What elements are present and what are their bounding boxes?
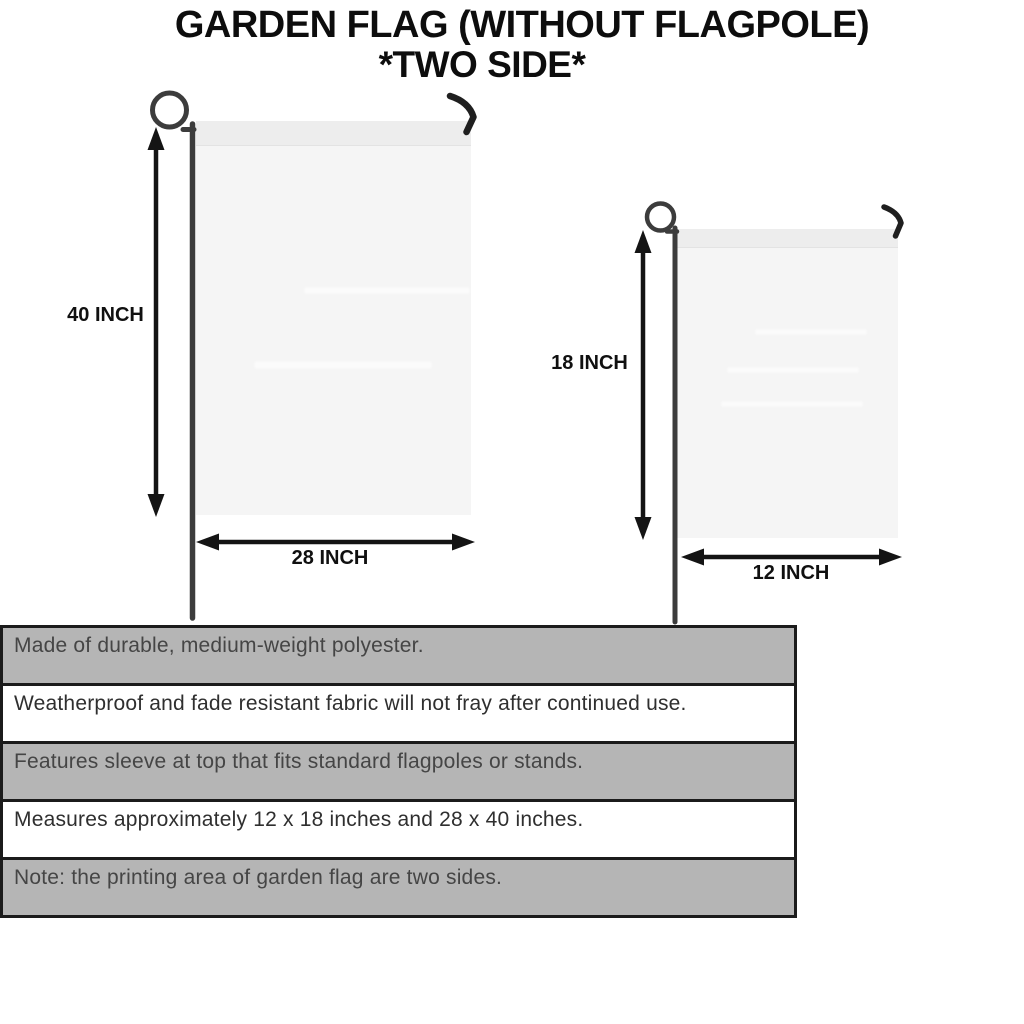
large-flag-height-label: 40 INCH (67, 304, 144, 326)
spec-row-weatherproof: Weatherproof and fade resistant fabric will not fray after continued use. (3, 683, 794, 741)
page-title: GARDEN FLAG (WITHOUT FLAGPOLE) (174, 4, 870, 46)
small-flag-height-arrow-icon (635, 230, 652, 540)
spec-row-sleeve: Features sleeve at top that fits standard flagpoles or stands. (3, 741, 794, 799)
small-flag-width-label: 12 INCH (752, 562, 830, 584)
small-flagpole-icon (647, 204, 677, 623)
spec-row-note: Note: the printing area of garden flag are two sides. (3, 857, 794, 915)
small-flag-hook-icon (884, 207, 901, 236)
spec-row-measures: Measures approximately 12 x 18 inches and 28 x 40 inches. (3, 799, 794, 857)
large-flag-width-label: 28 INCH (291, 547, 369, 569)
spec-row-material: Made of durable, medium-weight polyester. (3, 628, 794, 683)
large-flag-hook-icon (450, 96, 474, 132)
page-subtitle: *TWO SIDE* (378, 44, 586, 85)
large-flagpole-icon (153, 93, 195, 618)
spec-table (0, 625, 797, 918)
small-flag-height-label: 18 INCH (551, 352, 628, 374)
